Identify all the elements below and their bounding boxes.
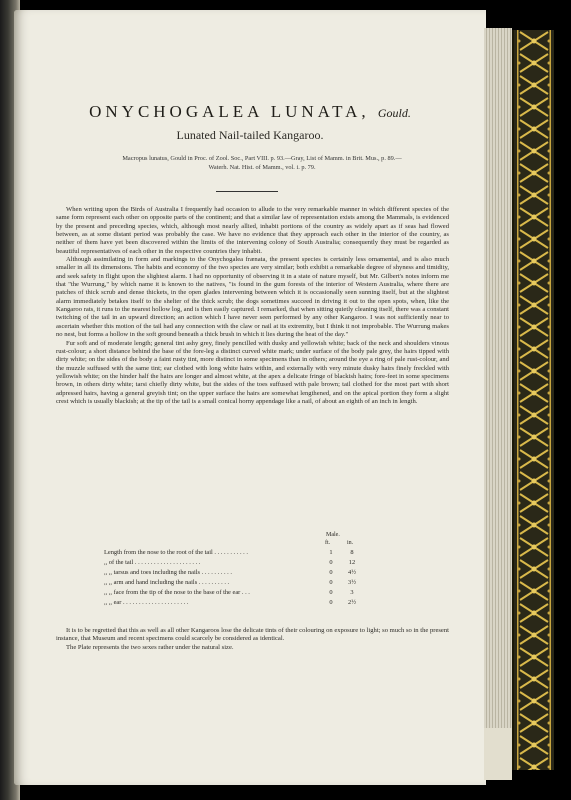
ornament-pattern [514,30,554,770]
table-row: ,, ,, tarsus and toes including the nails . . . . . . . . . . 0 4½ [104,569,356,576]
table-row: ,, ,, face from the tip of the nose to the base of the ear . . . 0 3 [104,589,354,596]
title-species: ONYCHOGALEA LUNATA, [89,102,370,121]
header-in: in. [347,540,354,546]
paragraph: Although assimilating in form and markings to the Onychogalea frænata, the present species is certainly less ornamental, and is also much smaller in all its dimensions. The habits and economy of the two species are very similar; both exhibit a remarkable degree of shyness and timidity, and seek safety in flight upon the slightest alarm. I had no opportunity of observing it in a state of nature myself, but Mr. Gilbert's notes inform me that "the Wurrung," by which name it is known to the natives, "is found in the gum forests of the interior of Western Australia, where there are patches of thick scrub and dense thickets, in the open glades intervening between which it is occasionally seen sunning itself, but at the slightest alarm immediately betakes itself to the shelter of the thick scrub; the dogs sometimes succeed in driving it out to the open spots, when, like the Kangaroo rats, it runs to the nearest hollow log, and is then easily captured. I remarked, that when sitting quietly cleaning itself, there was a constant twitching of the tail in an upward direction; an action which I have never seen performed by any other Kangaroo. I was not sufficiently near to ascertain whether this motion of the tail had any connection with the claw or nail at its extremity, but I think it not improbable. The Wurrung makes no nest, but forms a hollow in the soft ground beneath a thick brush in which it lies during the heat of the day." [56,256,449,339]
closing-text [56,627,449,652]
page-edges [484,28,512,728]
header-sex: Male. [326,532,340,538]
body-text [56,206,449,406]
paragraph: When writing upon the Birds of Australia I frequently had occasion to allude to the very remarkable manner in which different species of the same form represent each other on opposite parts of the continent; and that a similar law of representation exists among the Mammals, is evidenced by the present and preceding species, which, although most nearly allied, inhabit portions of the country as widely apart as if seas had flowed between, as at some distant period was probably the case. We have no evidence that they approach each other in the interior of the country, as neither of them have yet been discovered within the limits of the intervening colony of South Australia; consequently they must be regarded as beautiful representatives of each other in the respective countries they inhabit. [56,206,449,255]
page-subtitle: Lunated Nail-tailed Kangaroo. [176,128,324,142]
paragraph: It is to be regretted that this as well as all other Kangaroos lose the delicate tints of their colouring on exposure to light; so much so in the present instance, that Museum and recent specimens could scarcely be considered as identical. [56,627,449,643]
table-row: ,, ,, arm and hand including the nails . . . . . . . . . . 0 3½ [104,579,356,586]
book-page [14,10,486,785]
header-ft: ft. [325,540,331,546]
table-row: ,, ,, ear . . . . . . . . . . . . . . . . . . . . . 0 2½ [104,599,356,606]
page-edges-bottom [484,728,512,780]
paragraph: The Plate represents the two sexes rather under the natural size. [66,643,234,651]
page-title [14,102,486,122]
table-row: ,, of the tail . . . . . . . . . . . . . . . . . . . . . 0 12 [104,559,356,566]
table-row: Length from the nose to the root of the tail . . . . . . . . . . . 1 8 [104,549,354,556]
measurements-table [104,530,424,608]
divider-rule [216,191,278,192]
references: Macropus lunatus, Gould in Proc. of Zool. Soc., Part VIII. p. 93.—Gray, List of Mamm. in Brit. Mus., p. 89.— Waterh. Nat. Hist. of Mamm., vol. i. p. 79. [122,155,402,171]
ornamental-cover-border [512,30,554,770]
title-author: Gould. [377,106,411,120]
paragraph: Fur soft and of moderate length; general tint ashy grey, finely pencilled with dusky and yellowish white; back of the neck and shoulders vinous rust-colour; a short distance behind the base of the fore-leg a distinct curved white mark; under surface of the body pale grey, the hairs tipped with dirty white; on the sides of the body a faint rusty tint, more distinct in some specimens than in others; around the eye a ring of pale rust-colour, and the muzzle suffused with the same tint; ear clothed with long white hairs within, and externally with very minute dusky hairs finely freckled with yellowish white; on the hinder half the hairs are longer and almost white, at the apex a delicate fringe of blackish hairs; fore-feet in some specimens brown, in others dirty white; tarsi chiefly dirty white, but the sides of the toes suffused with pale brown; tail clothed for the most part with short adpressed hairs, having a general greyish tint; on the upper surface the hairs are somewhat lengthened, and on the apical portion they form a slight crest which is usually blackish; at the tip of the tail is a small conical horny appendage like a nail, of about an eighth of an inch in length. [56,339,449,405]
